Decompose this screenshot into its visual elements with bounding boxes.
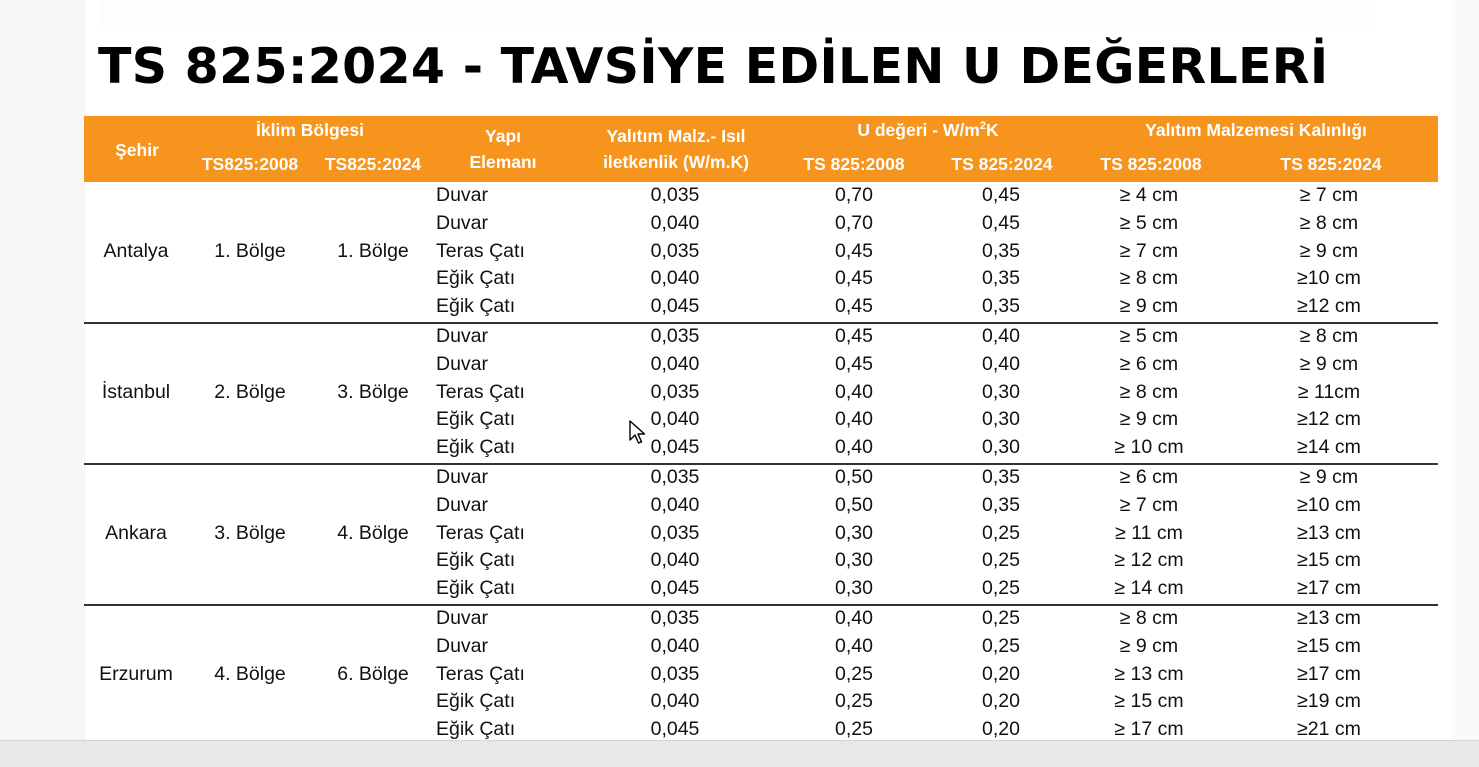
cell-element: Duvar: [436, 325, 489, 347]
cell-u2024: 0,35: [982, 295, 1020, 318]
cell-element: Duvar: [436, 493, 489, 516]
table-row: [84, 239, 1438, 267]
cell-k: 0,040: [650, 690, 700, 713]
cell-u2008: 0,30: [835, 577, 873, 600]
cell-t2024: ≥15 cm: [1297, 634, 1361, 657]
cell-element: Teras Çatı: [436, 662, 525, 685]
cell-t2008: ≥ 7 cm: [1119, 493, 1179, 516]
cell-t2008: ≥ 6 cm: [1119, 466, 1179, 488]
cell-t2008: ≥ 10 cm: [1114, 436, 1184, 459]
cell-element: Teras Çatı: [436, 239, 525, 262]
cell-t2008: ≥ 9 cm: [1119, 295, 1179, 318]
cell-u2024: 0,20: [982, 718, 1020, 741]
cell-t2008: ≥ 5 cm: [1119, 325, 1179, 347]
cell-u2024: 0,30: [982, 436, 1020, 459]
cell-k: 0,040: [650, 408, 700, 431]
cell-t2024: ≥ 9 cm: [1299, 239, 1359, 262]
cell-element: Eğik Çatı: [436, 295, 516, 318]
cell-element: Duvar: [436, 211, 489, 234]
cell-t2008: ≥ 11 cm: [1115, 521, 1183, 544]
cell-k: 0,035: [650, 662, 700, 685]
zone-2008-cell: 2. Bölge: [214, 380, 286, 403]
cell-t2008: ≥ 15 cm: [1114, 690, 1184, 713]
cell-t2024: ≥10 cm: [1297, 493, 1361, 516]
cell-element: Eğik Çatı: [436, 267, 516, 290]
header-u-2024: TS 825:2024: [951, 154, 1053, 174]
cell-t2008: ≥ 12 cm: [1114, 549, 1184, 572]
cell-t2008: ≥ 5 cm: [1119, 211, 1179, 234]
cell-k: 0,040: [650, 549, 700, 572]
cell-u2008: 0,45: [835, 267, 873, 290]
city-cell: Antalya: [103, 239, 169, 262]
slide-right-margin: [1452, 0, 1479, 740]
table-header: [84, 116, 1438, 182]
cell-t2008: ≥ 9 cm: [1119, 408, 1179, 431]
cell-k: 0,040: [650, 634, 700, 657]
zone-2024-cell: 6. Bölge: [337, 662, 409, 685]
cell-u2024: 0,20: [982, 662, 1020, 685]
cell-u2024: 0,40: [982, 325, 1020, 347]
cell-t2024: ≥ 8 cm: [1299, 211, 1359, 234]
cell-k: 0,035: [650, 380, 700, 403]
cell-t2024: ≥15 cm: [1297, 549, 1361, 572]
cell-k: 0,035: [650, 607, 700, 629]
zone-2024-cell: 1. Bölge: [337, 239, 409, 262]
city-group-0: [84, 183, 1438, 324]
cell-k: 0,035: [650, 521, 700, 544]
cell-u2024: 0,40: [982, 352, 1020, 375]
table-row: [84, 380, 1438, 408]
zone-2008-cell: 3. Bölge: [214, 521, 286, 544]
cell-t2024: ≥13 cm: [1297, 607, 1361, 629]
header-climate-2008: TS825:2008: [201, 154, 299, 174]
cell-element: Teras Çatı: [436, 521, 525, 544]
cell-u2008: 0,25: [835, 690, 873, 713]
slide-top-strip: [100, 0, 1370, 30]
zone-2024-cell: 3. Bölge: [337, 380, 409, 403]
cell-u2008: 0,40: [835, 634, 873, 657]
cell-t2024: ≥ 9 cm: [1299, 466, 1359, 488]
cell-u2024: 0,45: [982, 211, 1020, 234]
cell-t2024: ≥17 cm: [1297, 662, 1361, 685]
cell-t2008: ≥ 8 cm: [1119, 267, 1179, 290]
city-group-3: [84, 606, 1438, 747]
cell-u2008: 0,40: [835, 408, 873, 431]
table-row: [84, 352, 1438, 380]
cell-t2008: ≥ 13 cm: [1114, 662, 1184, 685]
cell-element: Duvar: [436, 184, 489, 206]
city-cell: Erzurum: [99, 662, 173, 685]
header-u-value: U değeri - $W/m^2K$: [857, 120, 999, 140]
cell-t2008: ≥ 4 cm: [1119, 184, 1179, 206]
cell-t2024: ≥13 cm: [1297, 521, 1361, 544]
table-row: [84, 183, 1438, 211]
cell-element: Eğik Çatı: [436, 577, 516, 600]
zone-2024-cell: 4. Bölge: [337, 521, 409, 544]
cell-u2024: 0,25: [982, 549, 1020, 572]
cell-u2024: 0,30: [982, 408, 1020, 431]
cell-element: Eğik Çatı: [436, 549, 516, 572]
cell-k: 0,040: [650, 493, 700, 516]
table-row: [84, 521, 1438, 549]
header-climate-zone: İklim Bölgesi: [256, 120, 364, 140]
page-title: TS 825:2024 - TAVSİYE EDİLEN U DEĞERLERİ: [98, 38, 1329, 95]
header-climate-2024: TS825:2024: [324, 154, 422, 174]
header-conductivity-line2: iletkenlik (W/m.K): [603, 152, 749, 172]
cell-t2024: ≥12 cm: [1297, 295, 1361, 318]
cell-u2024: 0,25: [982, 607, 1020, 629]
table-row: [84, 294, 1438, 322]
cell-element: Eğik Çatı: [436, 436, 516, 459]
cell-u2024: 0,35: [982, 466, 1020, 488]
cell-k: 0,035: [650, 466, 700, 488]
cell-element: Teras Çatı: [436, 380, 525, 403]
header-city: Şehir: [115, 140, 159, 160]
table-row: [84, 493, 1438, 521]
cell-k: 0,035: [650, 239, 700, 262]
cell-u2008: 0,40: [835, 607, 873, 629]
zone-2008-cell: 1. Bölge: [214, 239, 286, 262]
table-row: [84, 465, 1438, 493]
cell-element: Eğik Çatı: [436, 408, 516, 431]
cell-k: 0,035: [650, 184, 700, 206]
table-row: [84, 662, 1438, 690]
cell-u2024: 0,35: [982, 493, 1020, 516]
cell-u2008: 0,45: [835, 325, 873, 347]
cell-t2024: ≥ 8 cm: [1299, 325, 1359, 347]
cell-element: Eğik Çatı: [436, 718, 516, 741]
city-group-2: [84, 465, 1438, 606]
table-row: [84, 576, 1438, 604]
cell-u2008: 0,30: [835, 549, 873, 572]
cell-u2008: 0,40: [835, 380, 873, 403]
cell-u2008: 0,50: [835, 493, 873, 516]
cell-u2024: 0,35: [982, 267, 1020, 290]
cell-k: 0,045: [650, 295, 700, 318]
city-group-1: [84, 324, 1438, 465]
table-row: [84, 435, 1438, 463]
header-element-line2: Elemanı: [469, 152, 537, 172]
header-u-2008: TS 825:2008: [803, 154, 905, 174]
cell-t2008: ≥ 7 cm: [1119, 239, 1179, 262]
zone-2008-cell: 4. Bölge: [214, 662, 286, 685]
cell-t2008: ≥ 9 cm: [1119, 634, 1179, 657]
cell-u2024: 0,30: [982, 380, 1020, 403]
header-element-line1: Yapı: [485, 126, 521, 146]
cell-t2024: ≥17 cm: [1297, 577, 1361, 600]
cell-k: 0,040: [650, 267, 700, 290]
u-values-table: [84, 183, 1438, 747]
city-cell: Ankara: [105, 521, 167, 544]
table-row: [84, 606, 1438, 634]
cell-u2024: 0,25: [982, 634, 1020, 657]
cell-k: 0,035: [650, 325, 700, 347]
cell-k: 0,040: [650, 352, 700, 375]
cell-element: Duvar: [436, 634, 489, 657]
cell-t2024: ≥ 7 cm: [1299, 184, 1359, 206]
cell-u2008: 0,25: [835, 662, 873, 685]
cell-k: 0,045: [650, 577, 700, 600]
cell-u2024: 0,20: [982, 690, 1020, 713]
cell-t2024: ≥14 cm: [1297, 436, 1361, 459]
cell-u2008: 0,45: [835, 295, 873, 318]
city-cell: İstanbul: [101, 380, 171, 403]
table-row: [84, 211, 1438, 239]
header-thickness: Yalıtım Malzemesi Kalınlığı: [1145, 120, 1367, 140]
cell-u2008: 0,25: [835, 718, 873, 741]
cell-u2008: 0,70: [835, 211, 873, 234]
cell-element: Duvar: [436, 466, 489, 488]
cell-t2008: ≥ 8 cm: [1119, 607, 1179, 629]
header-t-2008: TS 825:2008: [1100, 154, 1202, 174]
table-row: [84, 407, 1438, 435]
cell-u2024: 0,35: [982, 239, 1020, 262]
cell-k: 0,045: [650, 436, 700, 459]
cell-t2024: ≥ 11cm: [1297, 380, 1361, 403]
header-conductivity-line1: Yalıtım Malz.- Isıl: [606, 126, 746, 146]
table-row: [84, 324, 1438, 352]
header-t-2024: TS 825:2024: [1280, 154, 1382, 174]
cell-u2008: 0,45: [835, 239, 873, 262]
cell-t2024: ≥21 cm: [1297, 718, 1361, 741]
cell-u2024: 0,25: [982, 577, 1020, 600]
cell-t2024: ≥ 9 cm: [1299, 352, 1359, 375]
cell-t2008: ≥ 14 cm: [1114, 577, 1184, 600]
slide-left-margin: [0, 0, 86, 740]
cell-element: Eğik Çatı: [436, 690, 516, 713]
cell-t2008: ≥ 8 cm: [1119, 380, 1179, 403]
cell-k: 0,045: [650, 718, 700, 741]
window-status-bar: [0, 740, 1479, 767]
cell-u2008: 0,45: [835, 352, 873, 375]
cell-u2008: 0,40: [835, 436, 873, 459]
cell-u2024: 0,25: [982, 521, 1020, 544]
cell-u2008: 0,70: [835, 184, 873, 206]
cell-u2008: 0,50: [835, 466, 873, 488]
cell-u2024: 0,45: [982, 184, 1020, 206]
cell-k: 0,040: [650, 211, 700, 234]
mouse-cursor-icon: [629, 420, 647, 446]
table-row: [84, 266, 1438, 294]
cell-t2008: ≥ 6 cm: [1119, 352, 1179, 375]
table-row: [84, 634, 1438, 662]
cell-t2024: ≥10 cm: [1297, 267, 1361, 290]
table-row: [84, 548, 1438, 576]
table-row: [84, 689, 1438, 717]
cell-element: Duvar: [436, 607, 489, 629]
cell-u2008: 0,30: [835, 521, 873, 544]
cell-t2024: ≥19 cm: [1297, 690, 1361, 713]
cell-element: Duvar: [436, 352, 489, 375]
cell-t2008: ≥ 17 cm: [1114, 718, 1184, 741]
cell-t2024: ≥12 cm: [1297, 408, 1361, 431]
